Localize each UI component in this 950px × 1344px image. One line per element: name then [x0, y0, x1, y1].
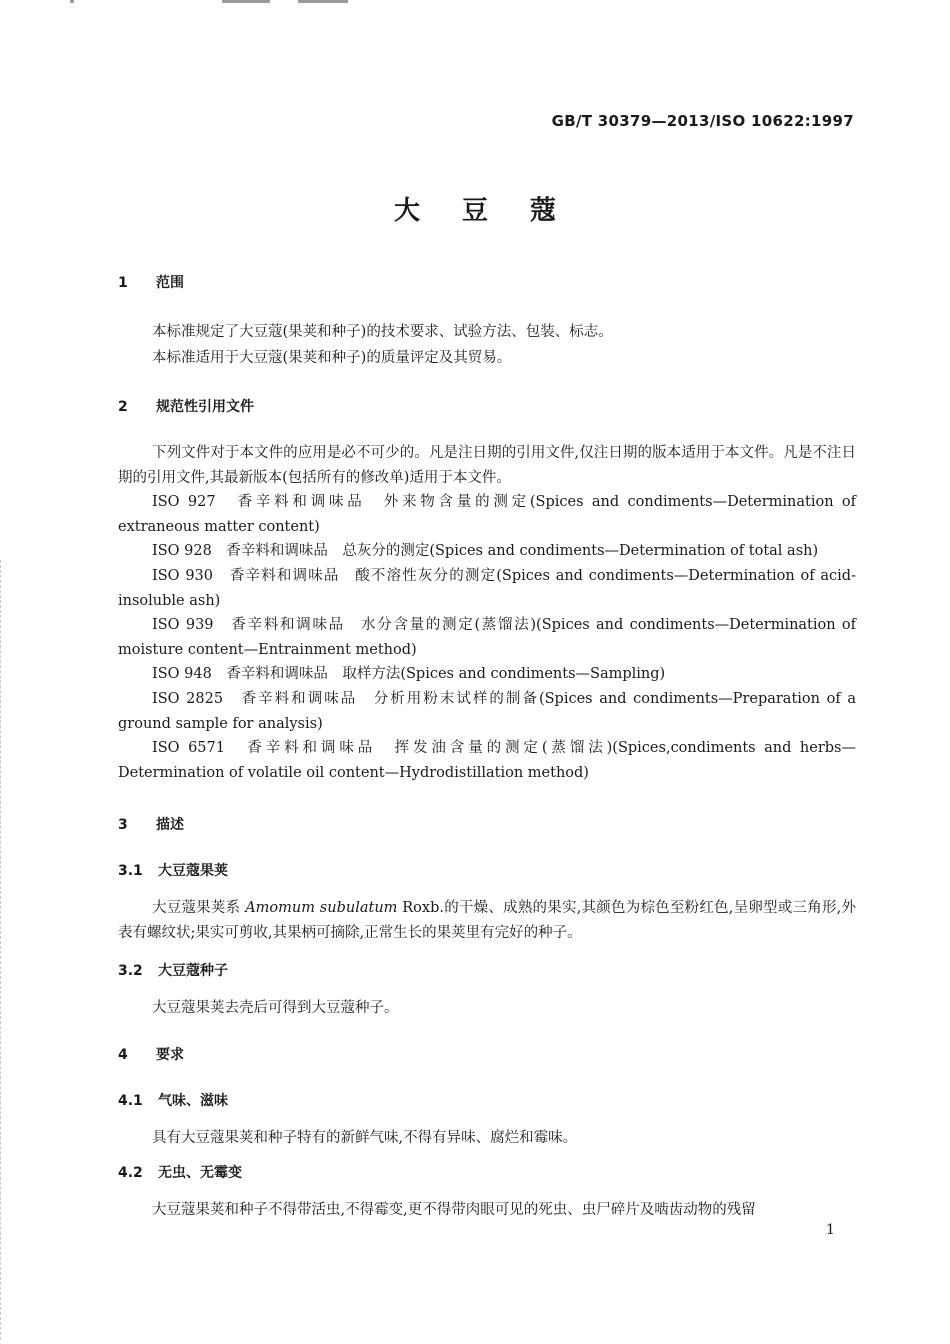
paragraph: 本标准规定了大豆蔻(果荚和种子)的技术要求、试验方法、包装、标志。	[152, 324, 613, 340]
section-4-2-heading	[118, 1162, 242, 1182]
section-number: 3.2	[118, 963, 143, 979]
section-title: 范围	[156, 275, 184, 291]
reference-item: ISO 2825 香辛料和调味品 分析用粉末试样的制备(Spices and condiments—Preparation of a ground sample for analysis)	[118, 691, 856, 732]
section-1-heading	[118, 272, 184, 292]
reference-item: ISO 6571 香辛料和调味品 挥发油含量的测定(蒸馏法)(Spices,condiments and herbs—Determination of volatile oil content—Hydrodistillation method)	[118, 740, 856, 781]
reference-item: ISO 948 香辛料和调味品 取样方法(Spices and condiments—Sampling)	[152, 666, 666, 682]
section-4-1-heading	[118, 1090, 228, 1110]
section-title: 大豆蔻果荚	[158, 863, 228, 879]
scan-edge	[0, 560, 4, 1340]
reference-item: ISO 928 香辛料和调味品 总灰分的测定(Spices and condiments—Determination of total ash)	[152, 543, 819, 559]
page-number: 1	[826, 1222, 835, 1238]
section-3-1-heading	[118, 860, 228, 880]
section-number: 3	[118, 817, 128, 833]
intro-paragraph: 下列文件对于本文件的应用是必不可少的。凡是注日期的引用文件,仅注日期的版本适用于本文件。凡是不注日期的引用文件,其最新版本(包括所有的修改单)适用于本文件。	[118, 445, 856, 486]
section-3-2-heading	[118, 960, 228, 980]
section-title: 规范性引用文件	[156, 399, 254, 415]
species-name: Amomum subulatum	[245, 900, 398, 916]
paragraph: 具有大豆蔻果荚和种子特有的新鲜气味,不得有异味、腐烂和霉味。	[152, 1130, 578, 1146]
reference-item: ISO 939 香辛料和调味品 水分含量的测定(蒸馏法)(Spices and condiments—Determination of moisture content—Entrainment method)	[118, 617, 856, 658]
reference-item: ISO 930 香辛料和调味品 酸不溶性灰分的测定(Spices and condiments—Determination of acid-insoluble ash)	[118, 568, 856, 609]
paragraph: 大豆蔻果荚去壳后可得到大豆蔻种子。	[152, 1000, 399, 1016]
section-title: 气味、滋味	[158, 1093, 228, 1109]
section-title: 要求	[156, 1047, 184, 1063]
section-4-heading	[118, 1044, 184, 1064]
reference-item: ISO 927 香辛料和调味品 外来物含量的测定(Spices and condiments—Determination of extraneous matter content)	[118, 494, 856, 535]
paragraph: 大豆蔻果荚系 Amomum subulatum Roxb.的干燥、成熟的果实,其颜色为棕色至粉红色,呈卵型或三角形,外表有螺纹状;果实可剪收,其果柄可摘除,正常生长的果荚里有完好的种子。	[118, 900, 857, 941]
section-number: 3.1	[118, 863, 143, 879]
paragraph: 本标准适用于大豆蔻(果荚和种子)的质量评定及其贸易。	[152, 350, 512, 366]
section-number: 2	[118, 399, 128, 415]
section-3-heading	[118, 814, 184, 834]
document-title: 大豆蔻	[393, 196, 598, 226]
section-2-heading	[118, 396, 254, 416]
section-title: 无虫、无霉变	[158, 1165, 242, 1181]
standard-code: GB/T 30379—2013/ISO 10622:1997	[551, 112, 854, 130]
section-number: 4.1	[118, 1093, 143, 1109]
section-title: 描述	[156, 817, 184, 833]
section-number: 1	[118, 275, 128, 291]
scan-mark	[70, 0, 74, 3]
paragraph: 大豆蔻果荚和种子不得带活虫,不得霉变,更不得带肉眼可见的死虫、虫尸碎片及啮齿动物的残留	[152, 1202, 756, 1218]
section-number: 4	[118, 1047, 128, 1063]
scan-mark	[298, 0, 348, 3]
scan-mark	[222, 0, 270, 3]
section-number: 4.2	[118, 1165, 143, 1181]
section-title: 大豆蔻种子	[158, 963, 228, 979]
